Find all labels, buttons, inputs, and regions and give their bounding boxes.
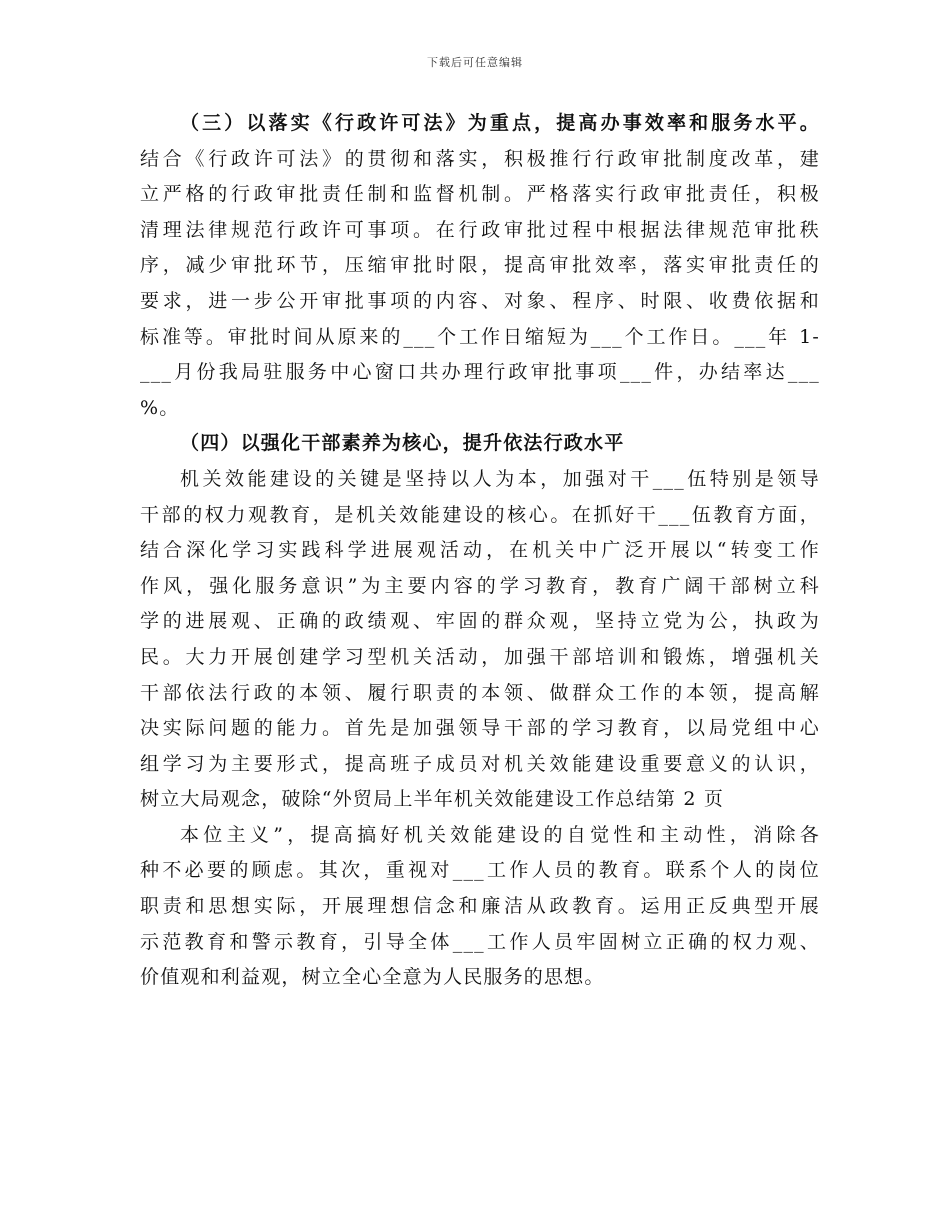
- body-text-line: 结合深化学习实践科学进展观活动，在机关中广泛开展以“转变工作: [140, 539, 820, 562]
- body-text-line: 职责和思想实际，开展理想信念和廉洁从政教育。运用正反典型开展: [140, 895, 820, 918]
- body-text-line: %。: [140, 396, 180, 419]
- body-text-line: 要求，进一步公开审批事项的内容、对象、程序、时限、收费依据和: [140, 289, 820, 312]
- body-text-line: 价值观和利益观，树立全心全意为人民服务的思想。: [140, 966, 605, 989]
- body-text-line: 种不必要的顾虑。其次，重视对___工作人员的教育。联系个人的岗位: [140, 859, 820, 882]
- body-text-line: 序，减少审批环节，压缩审批时限，提高审批效率，落实审批责任的: [140, 254, 820, 277]
- body-text-line: 树立大局观念，破除“外贸局上半年机关效能建设工作总结第 2 页: [140, 788, 725, 811]
- section-heading: （三）以落实《行政许可法》为重点，提高办事效率和服务水平。: [180, 112, 820, 134]
- body-text-line: 立严格的行政审批责任制和监督机制。严格落实行政审批责任，积极: [140, 183, 820, 206]
- body-text-line: 清理法律规范行政许可事项。在行政审批过程中根据法律规范审批秩: [140, 218, 820, 241]
- page-header-note: 下载后可任意编辑: [427, 56, 523, 69]
- document-body: [140, 106, 820, 996]
- body-text-line: 结合《行政许可法》的贯彻和落实，积极推行行政审批制度改革，建: [140, 147, 820, 170]
- body-text-line: 干部依法行政的本领、履行职责的本领、做群众工作的本领，提高解: [140, 681, 820, 704]
- body-text-line: 标准等。审批时间从原来的___个工作日缩短为___个工作日。___年 1-: [140, 325, 820, 348]
- body-text-line: 作风，强化服务意识”为主要内容的学习教育，教育广阔干部树立科: [140, 574, 820, 597]
- body-text-line: 学的进展观、正确的政绩观、牢固的群众观，坚持立党为公，执政为: [140, 610, 820, 633]
- body-text-line: 示范教育和警示教育，引导全体___工作人员牢固树立正确的权力观、: [140, 930, 820, 953]
- body-text-line: 民。大力开展创建学习型机关活动，加强干部培训和锻炼，增强机关: [140, 645, 820, 668]
- section-heading: （四）以强化干部素养为核心，提升依法行政水平: [180, 432, 625, 455]
- body-text-line: 机关效能建设的关键是坚持以人为本，加强对干___伍特别是领导: [180, 467, 820, 490]
- body-text-line: 本位主义”，提高搞好机关效能建设的自觉性和主动性，消除各: [180, 823, 820, 846]
- body-text-line: ___月份我局驻服务中心窗口共办理行政审批事项___件，办结率达___: [140, 361, 820, 384]
- body-text-line: 组学习为主要形式，提高班子成员对机关效能建设重要意义的认识，: [140, 752, 820, 775]
- body-text-line: 干部的权力观教育，是机关效能建设的核心。在抓好干___伍教育方面，: [140, 503, 820, 526]
- body-text-line: 决实际问题的能力。首先是加强领导干部的学习教育，以局党组中心: [140, 717, 820, 740]
